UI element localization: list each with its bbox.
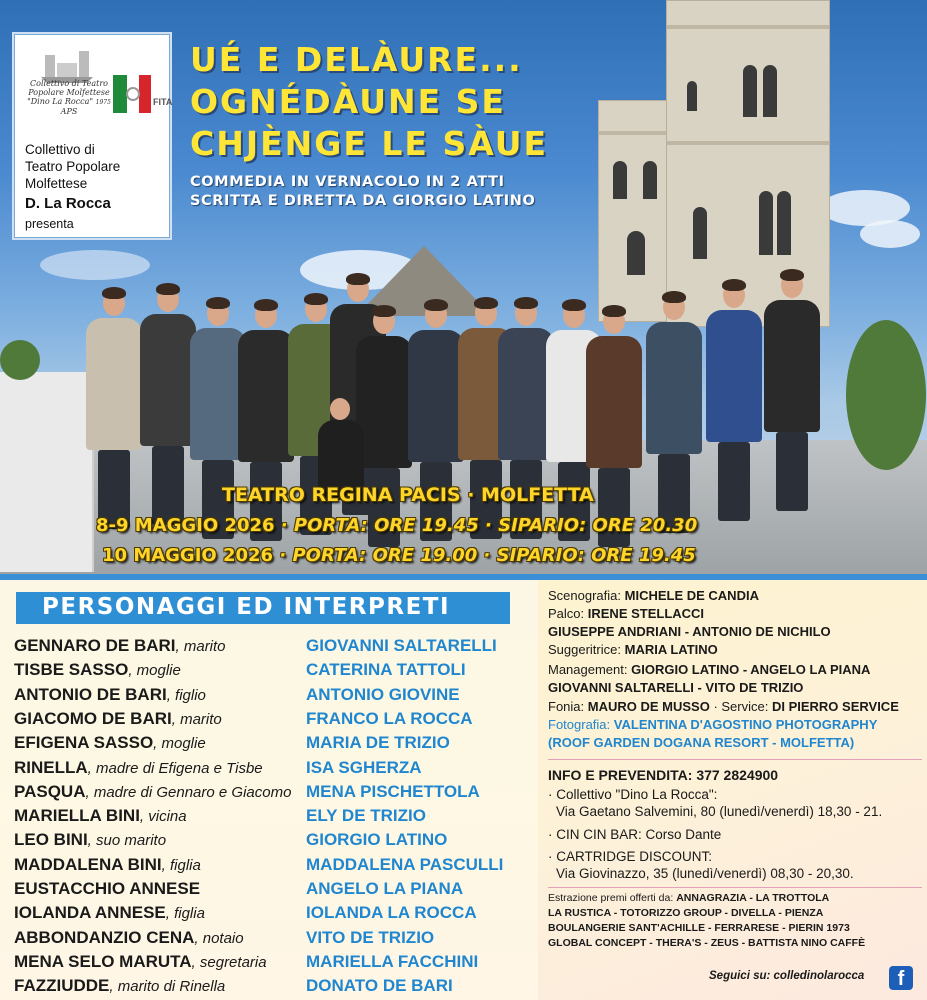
credit-fotografia: [548, 717, 877, 732]
cast-actor: ISA SGHERZA: [306, 758, 422, 777]
character-name: MADDALENA BINI: [14, 855, 162, 874]
credit-value: IRENE STELLACCI: [587, 606, 705, 621]
character-role: , marito: [175, 638, 226, 655]
organizer-name-line3: Molfettese: [25, 176, 88, 191]
organizer-name: [25, 141, 165, 212]
emblem-year: 1975: [95, 99, 111, 106]
schedule-line1: [96, 515, 697, 536]
organizer-name-line1: Collettivo di: [25, 142, 95, 157]
character-name: MENA SELO MARUTA: [14, 952, 192, 971]
credit-label: Suggeritrice:: [548, 642, 621, 657]
credit-management: [548, 662, 870, 677]
play-subtitle-line1: COMMEDIA IN VERNACOLO IN 2 ATTI: [190, 174, 505, 190]
character-name: ANTONIO DE BARI: [14, 685, 167, 704]
facebook-icon[interactable]: f: [889, 966, 913, 990]
credit-label: Scenografia:: [548, 588, 621, 603]
cloud: [860, 220, 920, 248]
prizes-line3: [548, 922, 850, 934]
organizer-name-line2: Teatro Popolare: [25, 159, 121, 174]
divider-line: [0, 574, 927, 580]
character-name: RINELLA: [14, 758, 88, 777]
play-title-line2: OGNÉDÀUNE SE: [190, 82, 506, 121]
play-title-line3: CHJÈNGE LE SÀUE: [190, 124, 549, 163]
character-role: , segretaria: [191, 954, 267, 971]
character-role: , marito: [171, 711, 222, 728]
info-header: [548, 767, 778, 783]
sale-point-1: · Collettivo "Dino La Rocca":: [548, 787, 718, 802]
fita-label: FITA: [153, 97, 173, 107]
presents-label: presenta: [25, 217, 74, 231]
fita-logo: [113, 75, 173, 113]
plant: [846, 320, 926, 470]
cast-actor: VITO DE TRIZIO: [306, 928, 435, 947]
credit-label: Palco:: [548, 606, 585, 621]
sale-point-2: · CIN CIN BAR: Corso Dante: [548, 827, 722, 842]
follow-us-text: Seguici su: colledinolarocca: [709, 970, 865, 982]
cast-actor: FRANCO LA ROCCA: [306, 709, 473, 728]
separator: [548, 887, 922, 888]
character-name: TISBE SASSO: [14, 660, 129, 679]
cast-character: [14, 660, 181, 684]
character-role: , suo marito: [87, 832, 167, 849]
cast-character: [14, 952, 267, 976]
character-name: IOLANDA ANNESE: [14, 903, 166, 922]
emblem-aps: APS: [60, 107, 78, 116]
cast-character: [14, 709, 222, 733]
sale-point-3: · CARTRIDGE DISCOUNT:: [548, 849, 713, 864]
prizes-sponsors: BOULANGERIE SANT'ACHILLE - FERRARESE - PIERIN 1973: [548, 922, 850, 934]
credit-label: Fonia:: [548, 699, 585, 714]
prizes-line4: [548, 937, 865, 949]
character-role: , moglie: [153, 735, 206, 752]
separator: [548, 759, 922, 760]
venue-name: TEATRO REGINA PACIS · MOLFETTA: [222, 484, 594, 506]
emblem-title: [25, 79, 113, 116]
credit-palco-2: [548, 624, 831, 639]
cast-character: [14, 855, 201, 879]
credit-value: MARIA LATINO: [624, 642, 718, 657]
cast-actor: MARIELLA FACCHINI: [306, 952, 479, 971]
character-role: , figlio: [166, 687, 206, 704]
credit-label: · Service:: [709, 699, 769, 714]
prizes-sponsors: LA RUSTICA - TOTORIZZO GROUP - DIVELLA - PIENZA: [548, 907, 824, 919]
credit-suggeritrice: [548, 642, 718, 657]
credit-label: Fotografia:: [548, 717, 611, 732]
credit-value: GIOVANNI SALTARELLI - VITO DE TRIZIO: [548, 680, 804, 695]
character-name: LEO BINI: [14, 830, 88, 849]
organizer-logo-box: [14, 34, 173, 238]
cast-actor: ANTONIO GIOVINE: [306, 685, 460, 704]
cast-character: [14, 879, 200, 903]
cast-actor: MARIA DE TRIZIO: [306, 733, 450, 752]
character-role: , marito di Rinella: [109, 978, 226, 995]
sale-point-address: Corso Dante: [645, 827, 722, 842]
cast-actor: CATERINA TATTOLI: [306, 660, 466, 679]
cast-character: [14, 806, 187, 830]
info-phone: 377 2824900: [696, 767, 779, 783]
cast-actor: GIOVANNI SALTARELLI: [306, 636, 497, 655]
organizer-name-bold: D. La Rocca: [25, 195, 111, 212]
credit-value: (ROOF GARDEN DOGANA RESORT - MOLFETTA): [548, 735, 855, 750]
cast-actor: GIORGIO LATINO: [306, 830, 448, 849]
character-role: , madre di Efigena e Tisbe: [87, 760, 263, 777]
schedule-date2: 10 MAGGIO 2026: [102, 545, 274, 566]
character-role: , figlia: [165, 905, 205, 922]
credit-fonia: [548, 699, 899, 714]
character-name: GIACOMO DE BARI: [14, 709, 172, 728]
prizes-line2: [548, 907, 823, 919]
character-name: MARIELLA BINI: [14, 806, 140, 825]
cast-header: [16, 592, 510, 624]
cast-character: [14, 928, 244, 952]
sale-point-name: CIN CIN BAR:: [556, 827, 642, 842]
emblem-title-text: Collettivo di Teatro Popolare Molfettese: [28, 79, 110, 97]
character-role: , figlia: [161, 857, 201, 874]
sale-point-name: Collettivo "Dino La Rocca":: [556, 787, 718, 802]
emblem-subtitle: "Dino La Rocca": [27, 97, 94, 106]
character-role: , vicina: [139, 808, 187, 825]
play-title-line1: UÉ E DELÀURE...: [190, 40, 523, 79]
cast-character: [14, 733, 206, 757]
cast-actor: DONATO DE BARI: [306, 976, 453, 995]
cast-character: [14, 758, 263, 782]
sale-point-name: CARTRIDGE DISCOUNT:: [556, 849, 713, 864]
schedule-times1: · PORTA: ORE 19.45 · SIPARIO: ORE 20.30: [274, 515, 698, 536]
info-label: INFO E PREVENDITA:: [548, 767, 693, 783]
character-role: , moglie: [128, 662, 181, 679]
credit-label: Management:: [548, 662, 628, 677]
cast-actor: ANGELO LA PIANA: [306, 879, 464, 898]
cast-actor: IOLANDA LA ROCCA: [306, 903, 477, 922]
character-role: , madre di Gennaro e Giacomo: [85, 784, 292, 801]
cloud: [40, 250, 150, 280]
prizes-sponsors: GLOBAL CONCEPT - THERA'S - ZEUS - BATTISTA NINO CAFFÈ: [548, 937, 866, 949]
credit-scenografia: [548, 588, 759, 603]
terrace-wall: [0, 372, 94, 572]
cast-character: [14, 976, 225, 1000]
prizes-sponsors: ANNAGRAZIA - LA TROTTOLA: [676, 892, 830, 904]
credit-value: MICHELE DE CANDIA: [624, 588, 759, 603]
cast-actor: MADDALENA PASCULLI: [306, 855, 504, 874]
plant: [0, 340, 40, 380]
character-name: PASQUA: [14, 782, 86, 801]
cast-character: [14, 685, 206, 709]
cast-actor: MENA PISCHETTOLA: [306, 782, 480, 801]
credit-value: DI PIERRO SERVICE: [771, 699, 899, 714]
character-name: EFIGENA SASSO: [14, 733, 154, 752]
credit-value: GIORGIO LATINO - ANGELO LA PIANA: [631, 662, 871, 677]
character-name: EUSTACCHIO ANNESE: [14, 879, 201, 898]
sale-point-address: Via Gaetano Salvemini, 80 (lunedì/venerdì) 18,30 - 21.: [556, 804, 883, 819]
credit-value: MAURO DE MUSSO: [587, 699, 710, 714]
credit-management-2: [548, 680, 803, 695]
prizes-line1: [548, 892, 829, 904]
character-name: FAZZIUDDE: [14, 976, 110, 995]
cathedral-right-tower: [666, 0, 830, 327]
credit-value: VALENTINA D'AGOSTINO PHOTOGRAPHY: [613, 717, 878, 732]
cast-character: [14, 903, 205, 927]
schedule-times2: · PORTA: ORE 19.00 · SIPARIO: ORE 19.45: [273, 545, 696, 566]
cast-actor: ELY DE TRIZIO: [306, 806, 426, 825]
schedule-line2: [102, 545, 696, 566]
credit-fotografia-2: [548, 735, 854, 750]
prizes-intro: Estrazione premi offerti da:: [548, 892, 674, 904]
sale-point-address: Via Giovinazzo, 35 (lunedì/venerdì) 08,30 - 20,30.: [556, 866, 854, 881]
cast-character: [14, 830, 166, 854]
cast-header-text: PERSONAGGI ED INTERPRETI: [42, 594, 451, 620]
character-name: GENNARO DE BARI: [14, 636, 176, 655]
character-name: ABBONDANZIO CENA: [14, 928, 195, 947]
credit-palco: [548, 606, 704, 621]
cast-character: [14, 782, 291, 806]
schedule-date1: 8-9 MAGGIO 2026: [96, 515, 275, 536]
character-role: , notaio: [194, 930, 244, 947]
credit-value: GIUSEPPE ANDRIANI - ANTONIO DE NICHILO: [548, 624, 831, 639]
cast-character: [14, 636, 226, 660]
play-subtitle-line2: SCRITTA E DIRETTA DA GIORGIO LATINO: [190, 193, 536, 209]
